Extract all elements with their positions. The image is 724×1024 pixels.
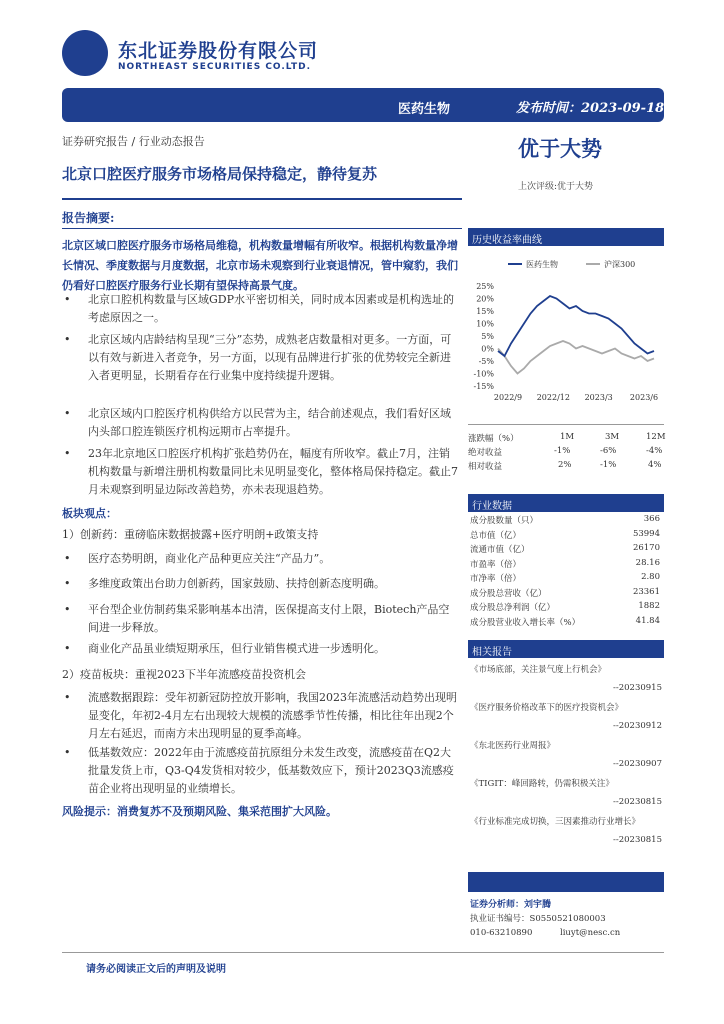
sector-bullet: 多维度政策出台助力创新药，国家鼓励、扶持创新态度明确。 — [88, 577, 385, 590]
page-title: 北京口腔医疗服务市场格局保持稳定，静待复苏 — [62, 165, 378, 183]
footer-disclaimer[interactable]: 请务必阅读正文后的声明及说明 — [86, 964, 226, 975]
series-line-hs300 — [498, 341, 654, 374]
sector-bullet: 医疗态势明朗，商业化产品种更应关注“产品力”。 — [88, 552, 331, 565]
bullet-marker: • — [64, 691, 71, 704]
sector-view-heading: 板块观点： — [62, 507, 117, 520]
related-report-date: --20230912 — [612, 721, 662, 731]
chart-divider — [468, 424, 664, 425]
industry-row-label: 总市值（亿） — [470, 530, 522, 541]
related-report-date: --20230815 — [612, 797, 662, 807]
sector-bullet: 商业化产品虽业绩短期承压，但行业销售模式进一步透明化。 — [88, 642, 385, 655]
perf-row-label: 绝对收益 — [468, 448, 503, 458]
perf-cell: -1% — [554, 446, 571, 456]
bullet-marker: • — [64, 603, 71, 616]
related-report-date: --20230907 — [612, 759, 662, 769]
industry-row-label: 成分股数量（只） — [470, 516, 539, 526]
summary-bullet: 北京区域内口腔医疗机构供给方以民营为主，结合前述观点，我们看好区域内头部口腔连锁医疗机构远期市占率提升。 — [88, 407, 451, 438]
perf-header-3m: 3M — [605, 432, 620, 442]
perf-header-label: 涨跌幅（%） — [468, 434, 519, 444]
industry-row-value: 53994 — [632, 528, 660, 539]
y-tick-label: 15% — [476, 307, 494, 316]
x-tick-label: 2023/6 — [629, 393, 659, 402]
perf-row-label: 相对收益 — [468, 462, 503, 472]
bullet-marker: • — [64, 552, 71, 565]
related-report-link[interactable]: 《行业标准完成切换，三因素推动行业增长》 — [470, 817, 641, 827]
perf-header-1m: 1M — [560, 432, 575, 442]
footer-divider — [62, 952, 664, 953]
industry-row-value: 26170 — [632, 543, 660, 553]
bullet-marker: • — [64, 333, 71, 346]
bullet-marker: • — [64, 447, 71, 460]
analyst-name: 证券分析师：刘宇腾 — [470, 900, 552, 910]
bullet-marker: • — [64, 577, 71, 590]
analyst-phone: 010-63210890 — [470, 928, 533, 938]
publish-date: 发布时间：2023-09-18 — [516, 101, 665, 116]
perf-cell: -1% — [600, 460, 617, 470]
analyst-email[interactable]: liuyt@nesc.cn — [560, 928, 621, 938]
company-name-en: NORTHEAST SECURITIES CO.LTD. — [118, 62, 312, 72]
x-tick-label: 2022/12 — [536, 393, 570, 402]
related-heading: 相关报告 — [472, 647, 512, 658]
summary-heading: 报告摘要: — [62, 211, 115, 225]
doc-type: 证券研究报告 / 行业动态报告 — [62, 135, 205, 148]
perf-cell: 4% — [648, 460, 662, 470]
previous-rating: 上次评级:优于大势 — [518, 182, 594, 192]
industry-row-label: 市净率（倍） — [470, 574, 522, 584]
title-divider — [62, 198, 462, 200]
industry-row-value: 41.84 — [635, 615, 660, 626]
industry-row-label: 成分股营业收入增长率（%） — [470, 617, 581, 628]
related-report-link[interactable]: 《医疗服务价格改革下的医疗投资机会》 — [470, 703, 624, 713]
x-tick-label: 2023/3 — [584, 393, 613, 402]
industry-row-value: 2.80 — [641, 572, 660, 582]
sector-bullet: 平台型企业仿制药集采影响基本出清，医保提高支付上限，Biotech产品空间进一步释放。 — [88, 603, 450, 634]
history-return-chart — [468, 252, 664, 412]
bullet-marker: • — [64, 407, 71, 420]
summary-lead: 北京区域口腔医疗服务市场格局维稳，机构数量增幅有所收窄。根据机构数量净增长情况、季度数据与月度数据，北京市场未观察到行业衰退情况，管中窥豹，我们仍看好口腔医疗服务行业长期有望保持高景气度。 — [62, 239, 458, 292]
company-logo-icon — [62, 30, 108, 76]
y-tick-label: 25% — [476, 282, 494, 291]
company-name-cn: 东北证券股份有限公司 — [118, 40, 319, 62]
sector-label: 医药生物 — [398, 102, 451, 117]
y-tick-label: -15% — [473, 382, 494, 391]
perf-cell: -6% — [600, 446, 617, 456]
related-report-link[interactable]: 《市场底部，关注景气度上行机会》 — [470, 665, 607, 675]
industry-row-label: 市盈率（倍） — [470, 559, 522, 570]
industry-heading: 行业数据 — [472, 501, 512, 512]
summary-bullet: 北京口腔机构数量与区域GDP水平密切相关，同时成本因素或是机构选址的考虑原因之一。 — [88, 293, 455, 324]
sector-bullet: 流感数据跟踪：受年初新冠防控放开影响，我国2023年流感活动趋势出现明显变化，年初2-4月左右出现较大规模的流感季节性传播，相比往年出现2个月左右延迟，而南方未出现明显的夏季高峰。 — [88, 691, 457, 740]
related-report-link[interactable]: 《TIGIT：峰回路转，仍需积极关注》 — [470, 779, 614, 789]
related-report-date: --20230815 — [612, 835, 662, 845]
summary-bullet: 北京区域内店龄结构呈现“三分”态势，成熟老店数量相对更多。一方面，可以有效与新进入者竞争，另一方面，以现有品牌进行扩张的优势较完全新进入者更明显，长期看存在行业集中度持续提升逻辑。 — [88, 333, 452, 382]
y-tick-label: 5% — [481, 332, 494, 341]
x-tick-label: 2022/9 — [493, 393, 523, 402]
rating: 优于大势 — [518, 136, 602, 161]
industry-row-label: 成分股总净利润（亿） — [470, 603, 556, 613]
y-tick-label: -10% — [473, 369, 494, 379]
bullet-marker: • — [64, 746, 71, 759]
series-line-pharma — [498, 296, 654, 356]
y-tick-label: 10% — [476, 319, 494, 329]
perf-cell: -4% — [646, 446, 663, 456]
industry-row-label: 流通市值（亿） — [470, 545, 530, 555]
sector-sub1: 1）创新药：重磅临床数据披露+医疗明朗+政策支持 — [62, 528, 319, 541]
industry-row-value: 1882 — [638, 601, 660, 611]
sector-bullet: 低基数效应：2022年由于流感疫苗抗原组分未发生改变，流感疫苗在Q2大批量发货上市，Q3-Q4发货相对较少，低基数效应下，预计2023Q3流感疫苗企业将出现明显的业绩增长。 — [88, 746, 454, 795]
legend-label: 沪深300 — [604, 260, 636, 269]
analyst-cert: 执业证书编号：S0550521080003 — [470, 914, 606, 924]
industry-row-value: 23361 — [632, 586, 660, 597]
related-report-link[interactable]: 《东北医药行业周报》 — [470, 741, 556, 751]
industry-row-value: 366 — [643, 514, 660, 524]
bullet-marker: • — [64, 642, 71, 655]
legend-label: 医药生物 — [526, 260, 558, 269]
perf-cell: 2% — [558, 460, 572, 470]
summary-bullet: 23年北京地区口腔医疗机构扩张趋势仍在，幅度有所收窄。截止7月，注销机构数量与新增注册机构数量同比未见明显变化，整体格局保持稳定。截止7月未观察到明显边际改善趋势，亦未表现退趋势。 — [88, 447, 458, 496]
sector-sub2: 2）疫苗板块：重视2023下半年流感疫苗投资机会 — [62, 668, 306, 681]
bullet-marker: • — [64, 293, 71, 306]
perf-header-12m: 12M — [646, 432, 666, 442]
related-report-date: --20230915 — [612, 683, 662, 693]
summary-divider — [62, 228, 462, 229]
y-tick-label: 20% — [476, 294, 494, 304]
industry-row-value: 28.16 — [635, 557, 660, 568]
chart-heading: 历史收益率曲线 — [472, 235, 542, 246]
analyst-bar — [468, 872, 664, 892]
y-tick-label: -5% — [478, 357, 494, 366]
y-tick-label: 0% — [481, 344, 494, 354]
risk-warning: 风险提示：消费复苏不及预期风险、集采范围扩大风险。 — [62, 805, 337, 818]
industry-row-label: 成分股总营收（亿） — [470, 588, 547, 599]
